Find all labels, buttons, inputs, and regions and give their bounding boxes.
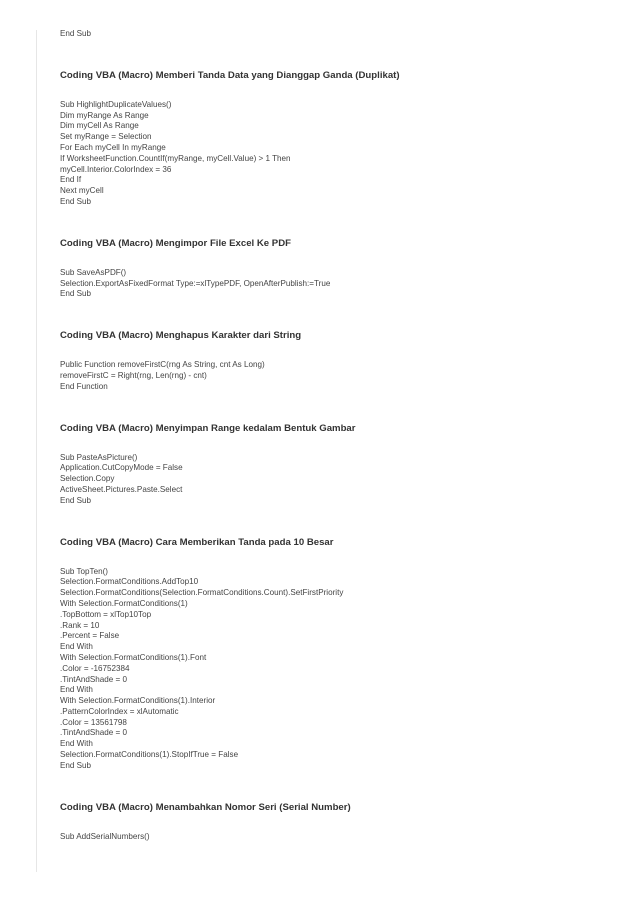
left-margin-rule <box>36 30 37 872</box>
code-line: End Sub <box>60 495 92 505</box>
code-line: End Function <box>60 381 108 391</box>
code-line: .TintAndShade = 0 <box>60 728 127 738</box>
code-section <box>60 70 620 208</box>
spacer <box>60 814 620 832</box>
code-line: .Rank = 10 <box>60 620 100 630</box>
section-heading: Coding VBA (Macro) Cara Memberikan Tanda pada 10 Besar <box>60 536 334 548</box>
section-heading: Coding VBA (Macro) Menyimpan Range kedalam Bentuk Gambar <box>60 422 356 434</box>
code-line: Sub SaveAsPDF() <box>60 267 127 277</box>
code-line: .Color = 13561798 <box>60 717 127 727</box>
code-line: Selection.FormatConditions.AddTop10 <box>60 577 199 587</box>
code-line: If WorksheetFunction.CountIf(myRange, myCell.Value) > 1 Then <box>60 153 291 163</box>
code-line: ActiveSheet.Pictures.Paste.Select <box>60 484 183 494</box>
spacer <box>60 772 620 802</box>
code-block <box>60 360 620 392</box>
code-line: Sub TopTen() <box>60 566 108 576</box>
code-line: Selection.Copy <box>60 474 115 484</box>
code-line: End With <box>60 685 93 695</box>
code-line: Sub HighlightDuplicateValues() <box>60 99 172 109</box>
code-block <box>60 567 620 772</box>
document-body <box>60 29 620 842</box>
spacer <box>60 250 620 268</box>
code-line: Set myRange = Selection <box>60 132 152 142</box>
code-block <box>60 100 620 208</box>
section-heading: Coding VBA (Macro) Menghapus Karakter dari String <box>60 330 302 342</box>
code-line: End Sub <box>60 289 92 299</box>
section-heading: Coding VBA (Macro) Menambahkan Nomor Seri (Serial Number) <box>60 801 351 813</box>
code-line: Public Function removeFirstC(rng As String, cnt As Long) <box>60 360 265 370</box>
code-line: myCell.Interior.ColorIndex = 36 <box>60 164 172 174</box>
code-line: Selection.ExportAsFixedFormat Type:=xlTypePDF, OpenAfterPublish:=True <box>60 278 331 288</box>
code-line: .TopBottom = xlTop10Top <box>60 609 152 619</box>
code-section <box>60 423 620 507</box>
code-line: End Sub <box>60 196 92 206</box>
spacer <box>60 208 620 238</box>
code-line: End If <box>60 175 82 185</box>
code-line: With Selection.FormatConditions(1).Interior <box>60 696 216 706</box>
section-heading: Coding VBA (Macro) Mengimpor File Excel Ke PDF <box>60 237 291 249</box>
code-line: .Percent = False <box>60 631 120 641</box>
spacer <box>60 549 620 567</box>
code-line: Sub AddSerialNumbers() <box>60 831 150 841</box>
code-section <box>60 802 620 843</box>
spacer <box>60 82 620 100</box>
code-line: Next myCell <box>60 186 104 196</box>
code-line: End With <box>60 642 93 652</box>
spacer <box>60 435 620 453</box>
code-line: End Sub <box>60 760 92 770</box>
spacer <box>60 300 620 330</box>
code-line: Dim myCell As Range <box>60 121 139 131</box>
code-block <box>60 453 620 507</box>
code-section <box>60 238 620 300</box>
code-line: Selection.FormatConditions(1).StopIfTrue = False <box>60 750 239 760</box>
code-line: End With <box>60 739 93 749</box>
spacer <box>60 40 620 70</box>
spacer <box>60 393 620 423</box>
code-line: With Selection.FormatConditions(1).Font <box>60 652 207 662</box>
code-line: .TintAndShade = 0 <box>60 674 127 684</box>
code-line: removeFirstC = Right(rng, Len(rng) - cnt) <box>60 370 207 380</box>
code-line: For Each myCell In myRange <box>60 142 166 152</box>
code-block <box>60 268 620 300</box>
code-line: Sub PasteAsPicture() <box>60 452 138 462</box>
code-line: Selection.FormatConditions(Selection.FormatConditions.Count).SetFirstPriority <box>60 588 344 598</box>
code-line: .Color = -16752384 <box>60 663 130 673</box>
code-section <box>60 330 620 392</box>
code-section <box>60 537 620 772</box>
code-line: Dim myRange As Range <box>60 110 149 120</box>
code-line: With Selection.FormatConditions(1) <box>60 598 188 608</box>
code-line: End Sub <box>60 29 92 38</box>
section-heading: Coding VBA (Macro) Memberi Tanda Data yang Dianggap Ganda (Duplikat) <box>60 69 400 81</box>
code-line: Application.CutCopyMode = False <box>60 463 183 473</box>
code-block <box>60 832 620 843</box>
code-block-intro <box>60 29 620 40</box>
spacer <box>60 507 620 537</box>
spacer <box>60 342 620 360</box>
code-line: .PatternColorIndex = xlAutomatic <box>60 706 179 716</box>
